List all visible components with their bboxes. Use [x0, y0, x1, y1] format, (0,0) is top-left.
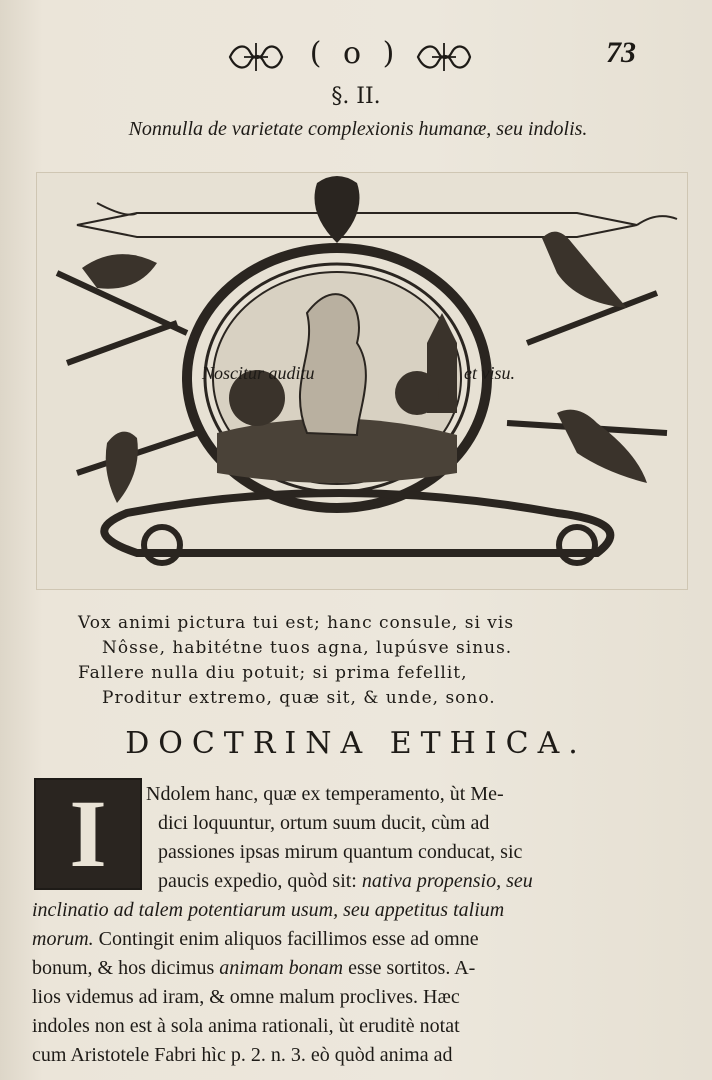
verse-line: Proditur extremo, quæ sit, & unde, sono. — [102, 688, 496, 708]
verse-line: Nôsse, habitétne tuos agna, lupúsve sinus. — [102, 638, 513, 658]
running-header — [0, 36, 712, 84]
text-line: lios videmus ad iram, & omne malum proclives. Hæc — [32, 986, 460, 1008]
engraving-illustration — [37, 173, 687, 589]
verse-line: Vox animi pictura tui est; hanc consule, si vis — [78, 613, 515, 633]
text-line: Ndolem hanc, quæ ex temperamento, ùt Me- — [146, 783, 504, 805]
text-line: inclinatio ad talem potentiarum usum, seu appetitus talium — [32, 899, 505, 921]
verse-line: Fallere nulla diu potuit; si prima fefellit, — [78, 663, 468, 683]
text-line: cum Aristotele Fabri hìc p. 2. n. 3. eò quòd anima ad — [32, 1044, 453, 1066]
decorated-initial: I — [34, 778, 142, 890]
left-ornament-icon — [226, 40, 286, 74]
page-number: 73 — [606, 36, 636, 69]
text-line: morum. Contingit enim aliquos facillimos esse ad omne — [32, 928, 479, 950]
section-subtitle: Nonnulla de varietate complexionis humanæ, seu indolis. — [128, 118, 588, 140]
section-number: §. II. — [331, 84, 381, 109]
text-line: indoles non est à sola anima rationali, ùt eruditè notat — [32, 1015, 460, 1037]
text-line: passiones ipsas mirum quantum conducat, sic — [158, 841, 523, 863]
text-line: dici loquuntur, ortum suum ducit, cùm ad — [158, 812, 490, 834]
chapter-heading: DOCTRINA ETHICA. — [125, 726, 587, 761]
header-mark: ( o ) — [309, 36, 401, 71]
text-line: bonum, & hos dicimus animam bonam esse sortitos. A- — [32, 957, 476, 979]
right-ornament-icon — [414, 40, 474, 74]
emblem-motto: Noscitur auditu et visu. — [202, 363, 515, 383]
text-line: paucis expedio, quòd sit: nativa propensio, seu — [158, 870, 533, 892]
emblem-engraving — [36, 172, 688, 590]
